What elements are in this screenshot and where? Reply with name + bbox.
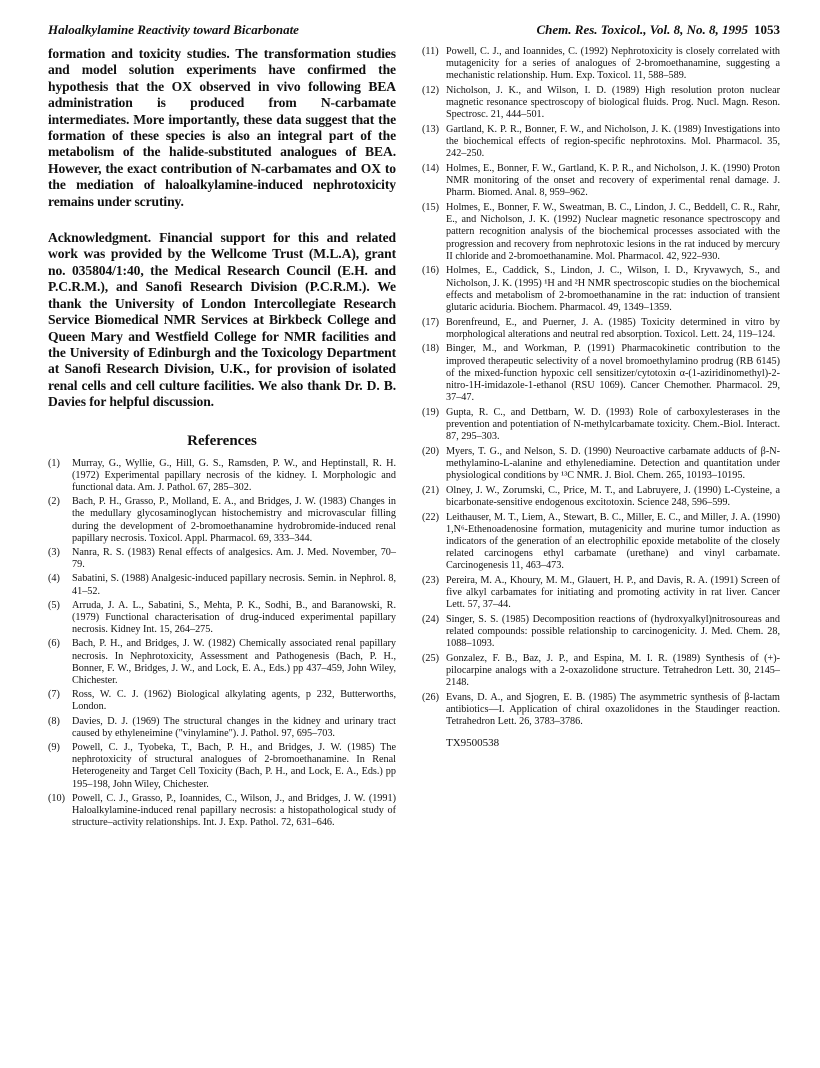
reference-number: (8) [48, 715, 60, 727]
manuscript-identifier: TX9500538 [446, 736, 500, 749]
left-column [48, 46, 396, 831]
reference-text: Myers, T. G., and Nelson, S. D. (1990) Neuroactive carbamate adducts of β-N-methylamino-L-alanine and ethylenediamine. Detection and quantitation under physiological conditions by ¹³C NMR. J. Biol. Chem. 265, 10193–10195. [446, 445, 780, 482]
reference-number: (5) [48, 599, 60, 611]
reference-number: (23) [422, 575, 439, 587]
reference-item [422, 575, 780, 612]
reference-number: (17) [422, 316, 439, 328]
reference-text: Gonzalez, F. B., Baz, J. P., and Espina, M. I. R. (1989) Synthesis of (+)-pilocarpine analogs with a 2-oxazolidone structure. Tetrahedron Lett. 30, 2145–2148. [446, 653, 780, 689]
reference-number: (14) [422, 163, 439, 174]
reference-text: Binger, M., and Workman, P. (1991) Pharmacokinetic contribution to the improved therapeutic selectivity of a novel bromoethylamino prodrug (RB 6145) of the mixed-function hypoxic cell sensitizer/cytotoxin α-(1-aziridinomethyl)-2-nitro-1H-imidazole-1-ethanol (RSU 1069). Cancer Chemother. Pharmacol. 29, 37–47. [446, 343, 780, 404]
reference-item [422, 512, 780, 573]
reference-item [422, 614, 780, 651]
reference-number: (25) [422, 653, 439, 665]
reference-text: Powell, C. J., and Ioannides, C. (1992) Nephrotoxicity is closely correlated with mutagenicity for a series of analogues of 2-bromoethanamine, suggesting a mechanistic relationship. Hum. Exp. Toxicol. 11, 588–589. [446, 46, 780, 82]
running-head [48, 22, 780, 42]
reference-text: Nicholson, J. K., and Wilson, I. D. (1989) High resolution proton nuclear magnetic resonance spectroscopy of biological fluids. Prog. Nucl. Magn. Reson. Spectrosc. 21, 444–501. [446, 85, 780, 121]
journal-citation: Chem. Res. Toxicol., Vol. 8, No. 8, 1995 [536, 22, 748, 37]
reference-item [422, 317, 780, 341]
reference-text: Pereira, M. A., Khoury, M. M., Glauert, H. P., and Davis, R. A. (1991) Screen of five alkyl carbamates for initiating and promoting activity in rat liver. Cancer Lett. 57, 37–44. [446, 575, 780, 611]
reference-text: Holmes, E., Caddick, S., Lindon, J. C., Wilson, I. D., Kryvawych, S., and Nicholson, J. K. (1995) ¹H and ²H NMR spectroscopic studies on the biochemical effects and metabolism of 2-bromoethanamine in the rat: induction of transient glutaric aciduria. Biochem. Pharmacol. 49, 1349–1359. [446, 265, 780, 314]
reference-number: (7) [48, 689, 60, 701]
reference-item [422, 124, 780, 161]
running-head-title: Haloalkylamine Reactivity toward Bicarbonate [48, 22, 299, 37]
reference-text: Davies, D. J. (1969) The structural changes in the kidney and urinary tract caused by ethyleneimine ("vinylamine"). J. Pathol. 97, 695–703. [72, 715, 396, 739]
reference-number: (13) [422, 124, 439, 135]
reference-text: Leithauser, M. T., Liem, A., Stewart, B. C., Miller, E. C., and Miller, J. A. (1990) 1,N⁶-Ethenoadenosine formation, mutagenicity and murine tumor induction as indicators of the generation of an electrophilic epoxide metabolite of the closely related carcinogens ethyl carbamate (urethane) and vinyl carbamate. Carcinogenesis 11, 463–473. [446, 511, 780, 572]
reference-text: Holmes, E., Bonner, F. W., Sweatman, B. C., Lindon, J. C., Beddell, C. R., Rahr, E., and Nicholson, J. K. (1992) Nuclear magnetic resonance spectroscopy and pattern recognition analysis of the biochemical processes associated with the progression and recovery from nephrotoxic lesions in the rat induced by mercury II chloride and 2-bromoethanamine. Mol. Pharmacol. 42, 922–930. [446, 202, 780, 262]
reference-number: (16) [422, 265, 439, 277]
reference-number: (11) [422, 46, 439, 57]
reference-item [48, 793, 396, 830]
reference-number: (15) [422, 202, 439, 213]
reference-item [48, 742, 396, 791]
reference-item [48, 458, 396, 495]
reference-text: Powell, C. J., Grasso, P., Ioannides, C., Wilson, J., and Bridges, J. W. (1991) Haloalkylamine-induced renal papillary necrosis: a histopathological study of structure–activity relationships. Int. J. Exp. Pathol. 72, 631–646. [72, 792, 396, 829]
reference-text: Evans, D. A., and Sjogren, E. B. (1985) The asymmetric synthesis of β-lactam antibiotics—I. Application of chiral oxazolidones in the Staudinger reaction. Tetrahedron Lett. 26, 3783–3786. [446, 692, 780, 728]
reference-number: (22) [422, 511, 439, 523]
reference-text: Murray, G., Wyllie, G., Hill, G. S., Ramsden, P. W., and Heptinstall, R. H. (1972) Experimental papillary necrosis of the kidney. I. Morphologic and functional data. Am. J. Pathol. 67, 285–302. [72, 457, 396, 493]
reference-text: Powell, C. J., Tyobeka, T., Bach, P. H., and Bridges, J. W. (1985) The nephrotoxicity of structural analogues of 2-bromoethanamine. In Renal Heterogeneity and Target Cell Toxicity (Bach, P. H., and Lock, E. A., Eds.) pp 195–198, John Wiley, Chichester. [72, 742, 396, 790]
reference-text: Arruda, J. A. L., Sabatini, S., Mehta, P. K., Sodhi, B., and Baranowski, R. (1979) Functional characterisation of drug-induced experimental papillary necrosis. Kidney Int. 15, 264–275. [72, 599, 396, 636]
reference-text: Gartland, K. P. R., Bonner, F. W., and Nicholson, J. K. (1989) Investigations into the biochemical effects of region-specific nephrotoxins. Mol. Pharmacol. 35, 242–250. [446, 124, 780, 160]
reference-item [48, 716, 396, 740]
reference-number: (6) [48, 638, 60, 650]
references-heading: References [187, 432, 257, 449]
reference-number: (1) [48, 457, 60, 469]
reference-list-right [422, 46, 780, 729]
reference-item [48, 547, 396, 571]
reference-item [422, 163, 780, 200]
reference-text: Bach, P. H., and Bridges, J. W. (1982) Chemically associated renal papillary necrosis. In Nephrotoxicity, Assessment and Pathogenesis (Bach, P. H., Bonner, F. W., Bridges, J. W., and Lock, E. A., Eds.) pp 437–459, John Wiley, Chichester. [72, 638, 396, 686]
reference-item [422, 692, 780, 729]
reference-item [48, 689, 396, 713]
acknowledgment-heading: Acknowledgment. [48, 230, 152, 246]
reference-text: Borenfreund, E., and Puerner, J. A. (1985) Toxicity determined in vitro by morphological alterations and neutral red absorption. Toxicol. Lett. 24, 119–124. [446, 316, 780, 340]
reference-text: Holmes, E., Bonner, F. W., Gartland, K. P. R., and Nicholson, J. K. (1990) Proton NMR monitoring of the onset and recovery of experimental renal damage. J. Pharm. Biomed. Anal. 8, 959–962. [446, 163, 780, 199]
reference-item [48, 573, 396, 597]
reference-item [48, 496, 396, 545]
running-head-journal [536, 22, 780, 38]
reference-number: (12) [422, 85, 439, 96]
page-number: 1053 [754, 22, 780, 37]
reference-text: Olney, J. W., Zorumski, C., Price, M. T., and Labruyere, J. (1990) L-Cysteine, a bicarbonate-sensitive endogenous excitotoxin. Science 248, 596–599. [446, 484, 780, 509]
reference-item [422, 446, 780, 483]
reference-number: (20) [422, 445, 439, 457]
reference-item [422, 343, 780, 404]
reference-item [422, 265, 780, 314]
reference-item [422, 485, 780, 509]
reference-item [48, 638, 396, 687]
reference-number: (4) [48, 573, 60, 585]
reference-number: (18) [422, 343, 439, 355]
reference-number: (10) [48, 792, 65, 804]
closing-paragraph: formation and toxicity studies. The transformation studies and model solution experiments have confirmed the hypothesis that the OX observed in vivo following BEA administration is produced from N-carbamate intermediates. More importantly, these data suggest that the formation of these species is also an integral part of the metabolism of the halide-substituted analogues of BEA. However, the exact contribution of N-carbamates and OX to the mediation of haloalkylamine-induced nephrotoxicity remains under scrutiny. [48, 46, 396, 209]
reference-number: (24) [422, 614, 439, 626]
reference-number: (19) [422, 406, 439, 418]
reference-text: Sabatini, S. (1988) Analgesic-induced papillary necrosis. Semin. in Nephrol. 8, 41–52. [72, 573, 396, 597]
reference-text: Nanra, R. S. (1983) Renal effects of analgesics. Am. J. Med. November, 70–79. [72, 546, 396, 571]
reference-item [48, 600, 396, 637]
reference-number: (3) [48, 546, 60, 558]
reference-number: (21) [422, 484, 439, 496]
reference-text: Ross, W. C. J. (1962) Biological alkylating agents, p 232, Butterworths, London. [72, 689, 396, 713]
reference-text: Bach, P. H., Grasso, P., Molland, E. A., and Bridges, J. W. (1983) Changes in the medullary glycosaminoglycan histochemistry and microvascular filling during the development of 2-bromoethanamine hydrobromide-induced renal papillary necrosis. Toxicol. Appl. Pharmacol. 69, 333–344. [72, 496, 396, 544]
reference-list-left [48, 458, 396, 830]
acknowledgment-text: Financial support for this and related work was provided by the Wellcome Trust (M.L.A), grant no. 035804/1:40, the Medical Research Council (E.H. and P.C.R.M.), and Sanofi Research Division (P.C.R.M.). We thank the University of London Intercollegiate Research Service Biomedical NMR Services at Birkbeck College and Queen Mary and Westfield College for NMR facilities and the University of Edinburgh and the Toxicology Department at Sanofi Research Division, U.K., for provision of isolated renal cells and cell culture facilities. We also thank Dr. D. B. Davies for helpful discussion. [48, 230, 396, 410]
reference-item [422, 46, 780, 83]
reference-number: (2) [48, 496, 60, 508]
reference-text: Singer, S. S. (1985) Decomposition reactions of (hydroxyalkyl)nitrosoureas and related compounds: possible relationship to carcinogenicity. J. Med. Chem. 28, 1088–1093. [446, 614, 780, 650]
reference-number: (9) [48, 742, 60, 753]
reference-item [422, 407, 780, 444]
reference-item [422, 653, 780, 690]
reference-item [422, 85, 780, 122]
reference-item [422, 202, 780, 263]
right-column [422, 46, 780, 749]
reference-number: (26) [422, 692, 439, 704]
reference-text: Gupta, R. C., and Dettbarn, W. D. (1993) Role of carboxylesterases in the prevention and potentiation of N-methylcarbamate toxicity. Chem.-Biol. Interact. 87, 295–303. [446, 406, 780, 443]
acknowledgment-paragraph [48, 230, 396, 410]
